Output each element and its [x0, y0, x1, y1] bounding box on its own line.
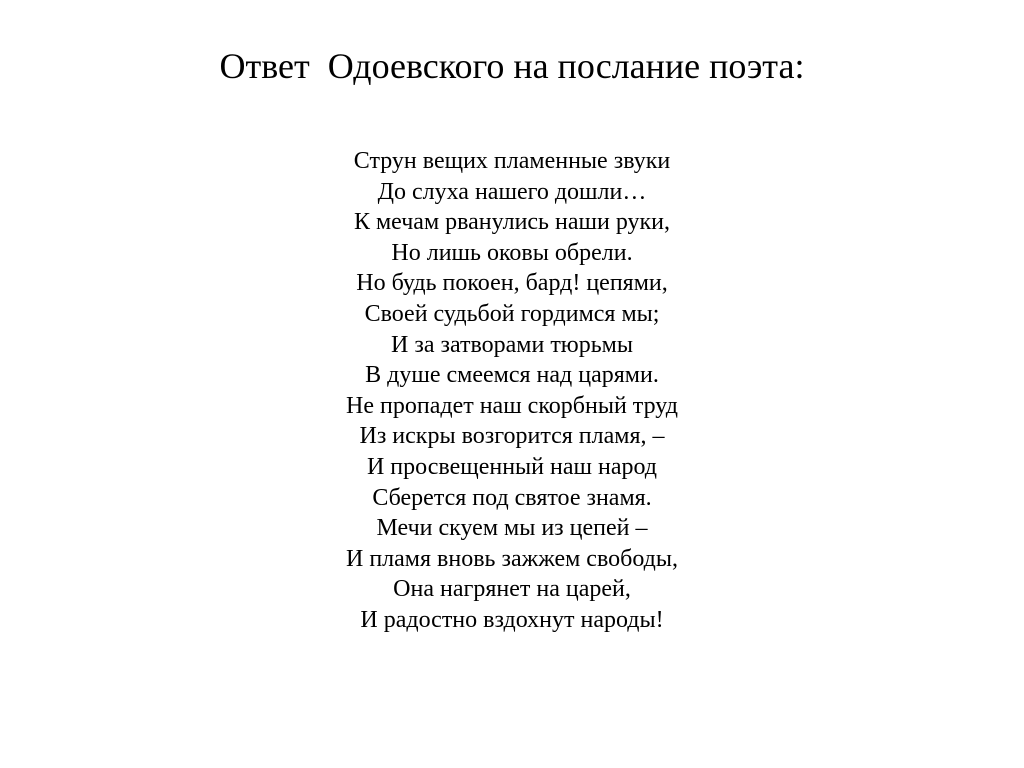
- poem-line: Но будь покоен, бард! цепями,: [356, 270, 668, 297]
- poem-line: Мечи скуем мы из цепей –: [376, 515, 648, 542]
- poem-line: И пламя вновь зажжем свободы,: [346, 545, 678, 572]
- poem-line: Своей судьбой гордимся мы;: [364, 300, 660, 327]
- poem-line: Струн вещих пламенные звуки: [353, 148, 671, 174]
- poem-line: Она нагрянет на царей,: [393, 576, 631, 603]
- poem-line: В душе смеемся над царями.: [365, 362, 659, 389]
- slide-title: Ответ Одоевского на послание поэта:: [219, 46, 805, 86]
- poem-line: К мечам рванулись наши руки,: [353, 209, 671, 236]
- poem-line: Сберется под святое знамя.: [372, 484, 652, 511]
- poem: [0, 146, 1024, 636]
- poem-line: Но лишь оковы обрели.: [391, 239, 633, 266]
- poem-line: Не пропадет наш скорбный труд: [346, 392, 678, 419]
- poem-line: И радостно вздохнут народы!: [360, 606, 664, 633]
- poem-line: До слуха нашего дошли…: [377, 178, 647, 205]
- poem-line: Из искры возгорится пламя, –: [359, 423, 665, 450]
- poem-line: И просвещенный наш народ: [366, 453, 658, 480]
- poem-line: И за затворами тюрьмы: [391, 331, 633, 358]
